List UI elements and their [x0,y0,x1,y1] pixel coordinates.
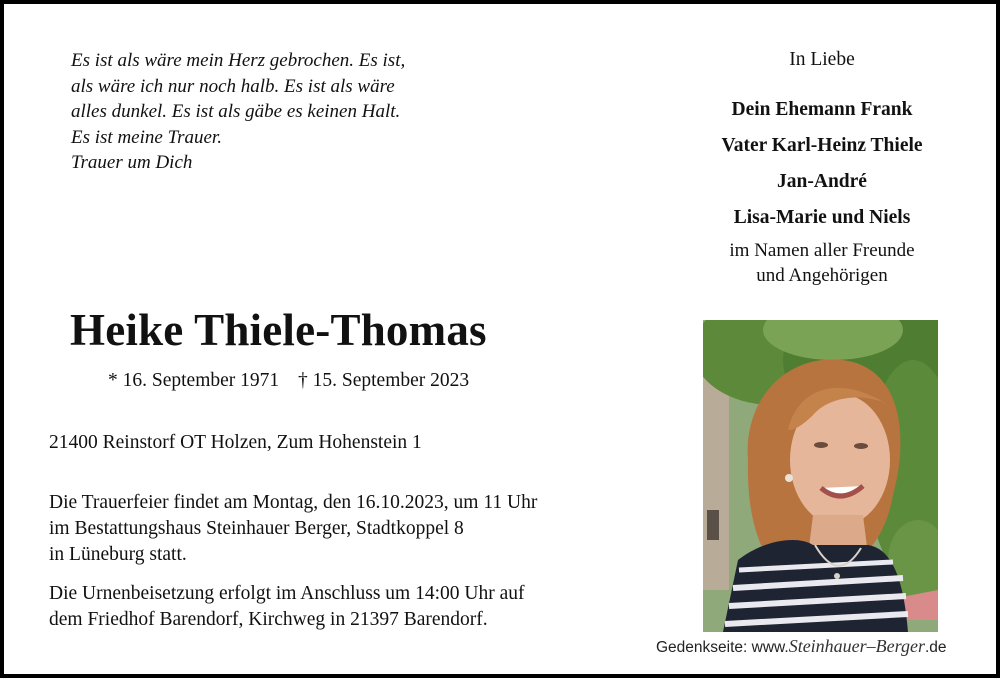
deceased-name: Heike Thiele-Thomas [70,305,487,355]
ceremony-info [49,490,649,568]
burial-info [49,581,649,633]
poem [71,48,491,176]
mourners-block [694,48,950,288]
poem-line: Es ist meine Trauer. [71,126,222,148]
mourner-name: Vater Karl-Heinz Thiele [721,135,923,156]
mourner-name: Lisa-Marie und Niels [733,207,911,228]
website-prefix: Gedenkseite: www. [656,639,789,656]
poem-line: Trauer um Dich [71,152,193,173]
portrait-photo [703,320,938,632]
ceremony-line: im Bestattungshaus Steinhauer Berger, Stadtkoppel 8 [49,518,464,539]
website-suffix: .de [925,639,947,656]
on-behalf-text [694,238,950,288]
mourner-name: Dein Ehemann Frank [731,99,913,120]
website-brand: Steinhauer–Berger [788,636,925,656]
birth-date: * 16. September 1971 [108,370,280,391]
in-liebe-heading: In Liebe [789,49,855,70]
mourner-list [694,92,950,236]
on-behalf-line: im Namen aller Freunde [729,240,915,261]
memorial-website[interactable] [656,636,947,657]
ceremony-line: in Lüneburg statt. [49,544,187,565]
on-behalf-line: und Angehörigen [756,265,888,286]
death-date: † 15. September 2023 [298,370,470,391]
poem-line: als wäre ich nur noch halb. Es ist als wäre [71,75,395,97]
life-dates [108,368,469,394]
poem-line: Es ist als wäre mein Herz gebrochen. Es ist, [71,50,406,71]
poem-line: alles dunkel. Es ist als gäbe es keinen Halt. [71,101,401,122]
burial-line: Die Urnenbeisetzung erfolgt im Anschluss um 14:00 Uhr auf [49,583,525,604]
burial-line: dem Friedhof Barendorf, Kirchweg in 21397 Barendorf. [49,609,488,630]
mourner-name: Jan-André [777,171,867,192]
home-address: 21400 Reinstorf OT Holzen, Zum Hohenstein 1 [49,432,422,453]
ceremony-line: Die Trauerfeier findet am Montag, den 16.10.2023, um 11 Uhr [49,492,538,513]
